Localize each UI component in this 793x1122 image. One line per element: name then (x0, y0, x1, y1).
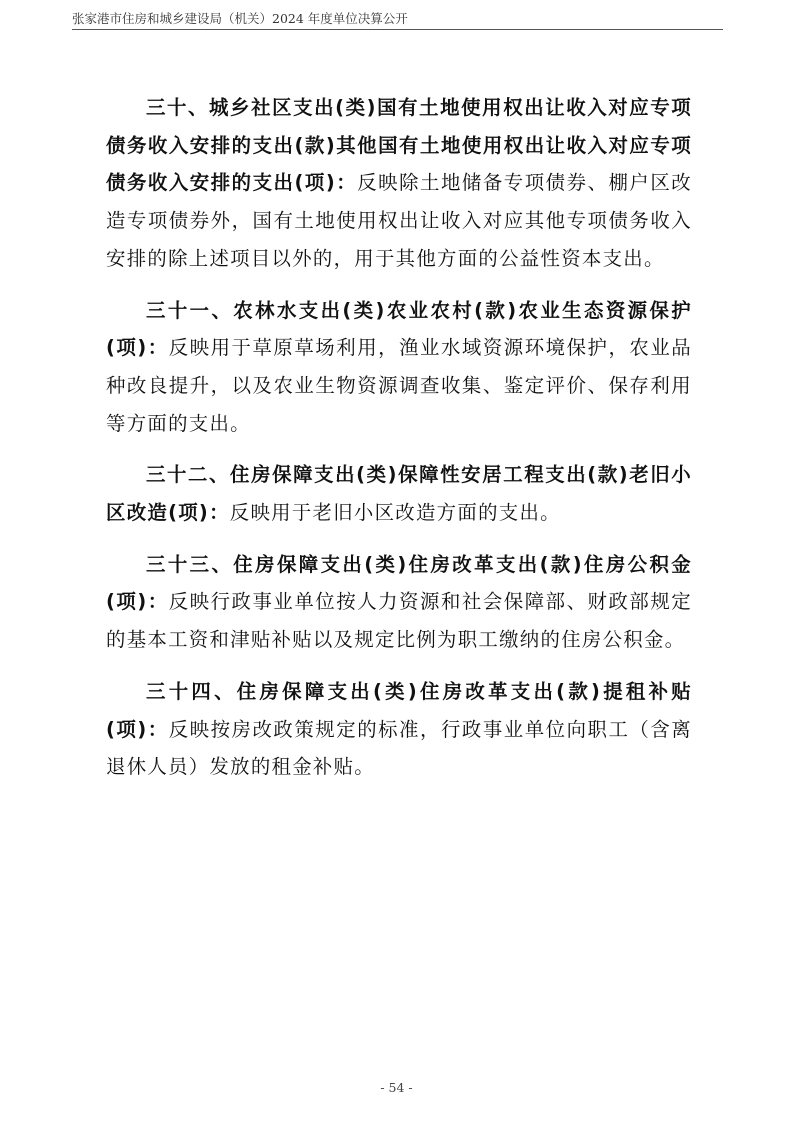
paragraph-item-34 (106, 673, 692, 786)
paragraph-text: 反映按房改政策规定的标准，行政事业单位向职工（含离退休人员）发放的租金补贴。 (106, 717, 692, 779)
paragraph-heading: 三十三、住房保障支出(类)住房改革支出(款)住房公积金(项)： (106, 552, 692, 614)
paragraph-text: 反映用于老旧小区改造方面的支出。 (229, 501, 561, 525)
paragraph-heading: 三十一、农林水支出(类)农业农村(款)农业生态资源保护(项)： (106, 298, 692, 360)
paragraph-item-30 (106, 89, 692, 278)
paragraph-text: 反映除土地储备专项债券、棚户区改造专项债券外，国有土地使用权出让收入对应其他专项债务收入安排的除上述项目以外的，用于其他方面的公益性资本支出。 (106, 171, 692, 270)
paragraph-heading: 三十四、住房保障支出(类)住房改革支出(款)提租补贴(项)： (106, 679, 692, 741)
paragraph-item-33 (106, 546, 692, 659)
document-header: 张家港市住房和城乡建设局（机关）2024 年度单位决算公开 (72, 11, 408, 26)
paragraph-text: 反映行政事业单位按人力资源和社会保障部、财政部规定的基本工资和津贴补贴以及规定比例为职工缴纳的住房公积金。 (106, 590, 692, 652)
paragraph-heading: 三十二、住房保障支出(类)保障性安居工程支出(款)老旧小区改造(项)： (106, 463, 692, 525)
paragraph-text: 反映用于草原草场利用，渔业水域资源环境保护，农业品种改良提升，以及农业生物资源调查收集、鉴定评价、保存利用等方面的支出。 (106, 336, 692, 435)
page-number: - 54 - (380, 1080, 413, 1095)
header-divider (72, 29, 723, 30)
paragraph-item-31 (106, 292, 692, 443)
document-body (106, 89, 692, 800)
paragraph-heading: 三十、城乡社区支出(类)国有土地使用权出让收入对应专项债务收入安排的支出(款)其他国有土地使用权出让收入对应专项债务收入安排的支出(项)： (106, 96, 692, 195)
paragraph-item-32 (106, 456, 692, 531)
